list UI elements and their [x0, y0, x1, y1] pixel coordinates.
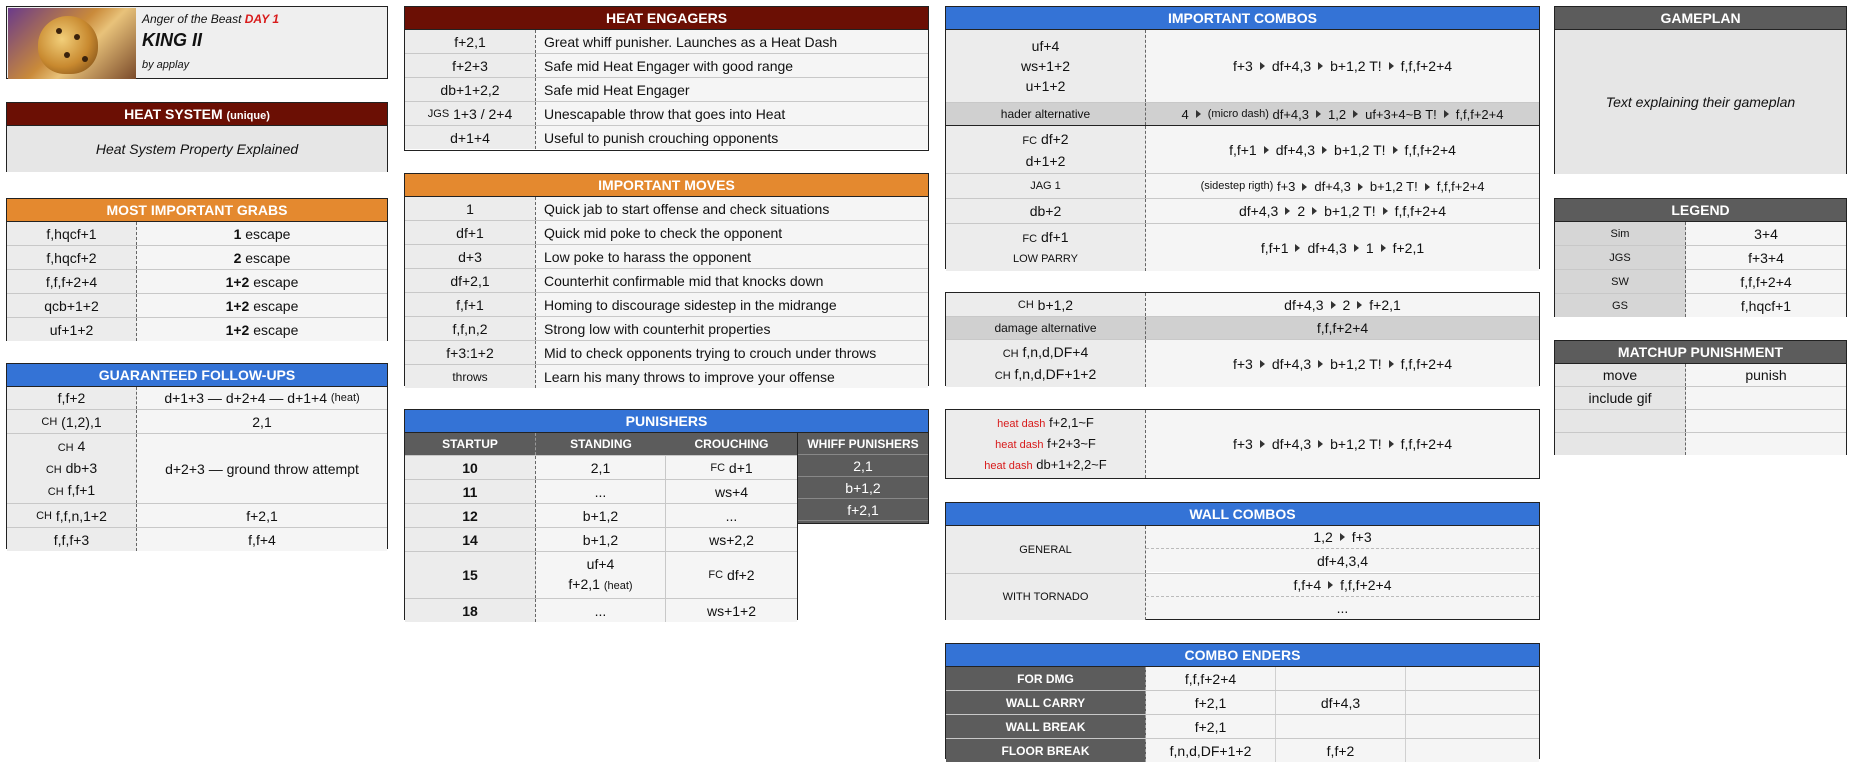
- combo-step: df+4,3: [1275, 141, 1316, 158]
- legend-row: [1555, 222, 1846, 246]
- combo-step: f+2,1: [1369, 296, 1401, 313]
- engager-desc: Useful to punish crouching opponents: [536, 126, 928, 149]
- arrow-icon: [1358, 183, 1363, 191]
- engager-input: JGS 1+3 / 2+4: [405, 102, 536, 125]
- combo-string: [1146, 293, 1539, 316]
- move-input: throws: [405, 365, 536, 388]
- ender-label: FLOOR BREAK: [946, 739, 1146, 762]
- move-input: f,f+1: [405, 293, 536, 316]
- matchup-row: [1555, 433, 1846, 455]
- punisher-crouching: FC df+2: [666, 552, 797, 598]
- combo-string: [1146, 30, 1539, 102]
- punisher-startup: 14: [405, 528, 536, 551]
- arrow-icon: [1322, 146, 1327, 154]
- ender-value: f,f,f+2+4: [1146, 667, 1276, 690]
- grab-row: [7, 246, 387, 270]
- punisher-crouching: ...: [666, 504, 797, 527]
- legend-value: f,f,f+2+4: [1686, 270, 1846, 293]
- legend-key: GS: [1555, 294, 1686, 317]
- grab-input: f,hqcf+1: [7, 222, 137, 245]
- followup-row: CH f,f,n,1+2 f+2,1: [7, 504, 387, 528]
- combo-step: 1: [1365, 239, 1374, 256]
- combo-step: 2: [1297, 203, 1306, 219]
- punisher-startup: 12: [405, 504, 536, 527]
- move-row: [405, 221, 928, 245]
- engager-desc: Safe mid Heat Engager with good range: [536, 54, 928, 77]
- punisher-startup: 15: [405, 552, 536, 598]
- combo-step: b+1,2 T!: [1334, 141, 1386, 158]
- move-row: [405, 365, 928, 388]
- legend-value: f,hqcf+1: [1686, 294, 1846, 317]
- combo-step: df+4,3: [1271, 355, 1312, 372]
- combo-string: [1146, 340, 1539, 387]
- combo-step: f+3: [1276, 178, 1296, 194]
- punishers-header: PUNISHERS: [405, 410, 928, 432]
- combo-step: f,f,f+2+4: [1394, 203, 1446, 219]
- combo-step: f,f+1: [1260, 239, 1289, 256]
- ender-value: [1406, 667, 1539, 690]
- grab-row: [7, 270, 387, 294]
- grab-escape: 1 escape: [137, 222, 387, 245]
- grab-row: [7, 222, 387, 246]
- arrow-icon: [1393, 146, 1398, 154]
- move-input: df+2,1: [405, 269, 536, 292]
- engager-desc: Safe mid Heat Engager: [536, 78, 928, 101]
- arrow-icon: [1389, 62, 1394, 70]
- matchup-header: MATCHUP PUNISHMENT: [1555, 341, 1846, 364]
- engager-input: d+1+4: [405, 126, 536, 149]
- combo-row: CH f,n,d,DF+4 CH f,n,d,DF+1+2 f+3 df+4,3 b+1,2 T! f,f,f+2+4: [946, 340, 1539, 387]
- ender-value: f+2,1: [1146, 715, 1276, 738]
- combo-row: WITH TORNADO f,f+4 f,f,f+2+4 ...: [946, 574, 1539, 620]
- followup-row: f,f+2 d+1+3 — d+2+4 — d+1+4 (heat): [7, 387, 387, 410]
- grabs-panel: [6, 198, 388, 341]
- grab-input: f,f,f+2+4: [7, 270, 137, 293]
- grab-escape: 1+2 escape: [137, 294, 387, 317]
- followups-header: GUARANTEED FOLLOW-UPS: [7, 364, 387, 387]
- arrow-icon: [1260, 440, 1265, 448]
- heat-system-body: Heat System Property Explained: [7, 126, 387, 172]
- move-desc: Counterhit confirmable mid that knocks down: [536, 269, 928, 292]
- whiff-punisher: b+1,2: [798, 477, 928, 499]
- arrow-icon: [1260, 62, 1265, 70]
- combo-step: b+1,2 T!: [1330, 436, 1382, 452]
- legend-row: [1555, 294, 1846, 317]
- combo-row: CH b+1,2 df+4,3 2 f+2,1: [946, 293, 1539, 317]
- punisher-row: [405, 552, 797, 599]
- combo-step: f,f,f+2+4: [1436, 178, 1485, 194]
- title-card: [6, 6, 388, 79]
- combo-row: JAG 1 (sidestep rigth) f+3 df+4,3 b+1,2 T! f,f,f+2+4: [946, 174, 1539, 199]
- gameplan-panel: [1554, 6, 1847, 174]
- ender-label: WALL CARRY: [946, 691, 1146, 714]
- engager-row: [405, 30, 928, 54]
- combo-step: b+1,2 T!: [1324, 203, 1376, 219]
- followups-panel: [6, 363, 388, 549]
- move-row: [405, 197, 928, 221]
- grab-input: f,hqcf+2: [7, 246, 137, 269]
- combo-step: 2: [1342, 296, 1351, 313]
- hader-combo: 4 (micro dash) df+4,3 1,2 uf+3+4~B T! f,f,f+2+4: [1146, 103, 1539, 125]
- combo-string: [1146, 126, 1539, 173]
- punisher-crouching: ws+2,2: [666, 528, 797, 551]
- engager-input: f+2,1: [405, 30, 536, 53]
- punisher-row: [405, 456, 797, 480]
- ender-value: [1276, 667, 1406, 690]
- ender-row: [946, 715, 1539, 739]
- engager-row: [405, 54, 928, 78]
- matchup-move: [1555, 433, 1686, 455]
- combo-step: f,f,f+2+4: [1400, 436, 1453, 452]
- punisher-crouching: ws+1+2: [666, 599, 797, 622]
- grab-escape: 1+2 escape: [137, 270, 387, 293]
- matchup-move: include gif: [1555, 387, 1686, 409]
- legend-header: LEGEND: [1555, 199, 1846, 222]
- whiff-header: WHIFF PUNISHERS: [798, 433, 928, 455]
- punisher-row: [405, 528, 797, 552]
- arrow-icon: [1302, 183, 1307, 191]
- ender-value: [1276, 715, 1406, 738]
- ender-row: [946, 667, 1539, 691]
- ender-value: f+2,1: [1146, 691, 1276, 714]
- combo-string: [1146, 410, 1539, 478]
- punisher-standing: b+1,2: [536, 504, 666, 527]
- arrow-icon: [1318, 360, 1323, 368]
- move-desc: Learn his many throws to improve your offense: [536, 365, 928, 388]
- combo-row: GENERAL 1,2 f+3 df+4,3,4: [946, 526, 1539, 574]
- legend-panel: [1554, 198, 1847, 317]
- move-input: 1: [405, 197, 536, 220]
- combo-string: [1277, 179, 1484, 194]
- punisher-row: [405, 504, 797, 528]
- combo-string: [1146, 224, 1539, 271]
- arrow-icon: [1318, 62, 1323, 70]
- ender-value: f,f+2: [1276, 739, 1406, 762]
- grab-escape: 2 escape: [137, 246, 387, 269]
- engager-row: [405, 102, 928, 126]
- heat-dash-panel: [945, 409, 1540, 479]
- combo-step: f,f+4: [1293, 577, 1322, 593]
- combo-step: f,f,f+2+4: [1340, 577, 1392, 593]
- move-input: d+3: [405, 245, 536, 268]
- arrow-icon: [1389, 360, 1394, 368]
- combo-step: df+4,3: [1284, 296, 1324, 313]
- punishers-panel: [404, 409, 929, 620]
- legend-value: 3+4: [1686, 222, 1846, 245]
- combo-step: b+1,2 T!: [1369, 178, 1418, 194]
- whiff-punisher: f+2,1: [798, 499, 928, 521]
- followup-row: f,f,f+3 f,f+4: [7, 528, 387, 551]
- arrow-icon: [1340, 533, 1345, 541]
- punisher-startup: 11: [405, 480, 536, 503]
- important-combos-panel: [945, 6, 1540, 269]
- combo-row: uf+4 ws+1+2 u+1+2 f+3 df+4,3 b+1,2 T! f,f,f+2+4: [946, 30, 1539, 103]
- day-badge: DAY 1: [244, 12, 279, 26]
- engager-row: [405, 78, 928, 102]
- combo-step: b+1,2 T!: [1330, 355, 1382, 372]
- arrow-icon: [1264, 146, 1269, 154]
- wall-combos-header: WALL COMBOS: [946, 503, 1539, 526]
- combo-row: db+2 df+4,3 2 b+1,2 T! f,f,f+2+4: [946, 199, 1539, 224]
- arrow-icon: [1295, 244, 1300, 252]
- combo-step: df+4,3: [1271, 58, 1312, 74]
- combo-step: f+3: [1232, 355, 1253, 372]
- wall-combos-panel: [945, 502, 1540, 620]
- combo-step: f,f,f+2+4: [1400, 355, 1453, 372]
- important-combos-header: IMPORTANT COMBOS: [946, 7, 1539, 30]
- followup-row: CH 4 CH db+3 CH f,f+1 d+2+3 — ground throw attempt: [7, 434, 387, 504]
- combo-step: f+3: [1232, 436, 1253, 452]
- legend-key: Sim: [1555, 222, 1686, 245]
- legend-row: [1555, 246, 1846, 270]
- move-input: f+3:1+2: [405, 341, 536, 364]
- arrow-icon: [1312, 207, 1317, 215]
- combo-step: df+4,3: [1238, 203, 1279, 219]
- heat-system-panel: [6, 102, 388, 172]
- ender-label: WALL BREAK: [946, 715, 1146, 738]
- combo-step: df+4,3: [1314, 178, 1351, 194]
- grab-input: uf+1+2: [7, 318, 137, 341]
- move-desc: Mid to check opponents trying to crouch under throws: [536, 341, 928, 364]
- ender-row: [946, 739, 1539, 762]
- combo-step: df+4,3: [1271, 436, 1312, 452]
- punisher-row: [405, 480, 797, 504]
- ender-value: df+4,3: [1276, 691, 1406, 714]
- arrow-icon: [1318, 440, 1323, 448]
- move-desc: Quick jab to start offense and check situations: [536, 197, 928, 220]
- gameplan-body: Text explaining their gameplan: [1555, 30, 1846, 174]
- heat-engagers-panel: [404, 6, 929, 151]
- move-desc: Low poke to harass the opponent: [536, 245, 928, 268]
- combo-row: FC df+2 d+1+2 f,f+1 df+4,3 b+1,2 T! f,f,f+2+4: [946, 126, 1539, 174]
- ender-label: FOR DMG: [946, 667, 1146, 690]
- grab-row: [7, 294, 387, 318]
- arrow-icon: [1381, 244, 1386, 252]
- legend-value: f+3+4: [1686, 246, 1846, 269]
- combo-row: damage alternative f,f,f+2+4: [946, 317, 1539, 340]
- punishers-col-header: STARTUP STANDING CROUCHING: [405, 433, 797, 456]
- arrow-icon: [1383, 207, 1388, 215]
- author: by applay: [142, 59, 190, 71]
- gameplan-header: GAMEPLAN: [1555, 7, 1846, 30]
- combo-step: f,f,f+2+4: [1404, 141, 1456, 158]
- punisher-standing: uf+4 f+2,1 (heat): [536, 552, 666, 598]
- title-subtitle: Anger of the Beast DAY 1: [142, 12, 279, 26]
- combo-row: hader alternative 4 (micro dash) df+4,3 1,2 uf+3+4~B T! f,f,f+2+4: [946, 103, 1539, 126]
- punisher-crouching: ws+4: [666, 480, 797, 503]
- legend-row: [1555, 270, 1846, 294]
- grab-input: qcb+1+2: [7, 294, 137, 317]
- punisher-crouching: FC d+1: [666, 456, 797, 479]
- engager-row: [405, 126, 928, 149]
- move-input: df+1: [405, 221, 536, 244]
- arrow-icon: [1285, 207, 1290, 215]
- whiff-punisher: 2,1: [798, 455, 928, 477]
- ch-combos-panel: [945, 292, 1540, 386]
- combo-enders-header: COMBO ENDERS: [946, 644, 1539, 667]
- punisher-standing: ...: [536, 480, 666, 503]
- arrow-icon: [1331, 301, 1336, 309]
- character-name: KING II: [142, 30, 203, 50]
- heat-engagers-header: HEAT ENGAGERS: [405, 7, 928, 30]
- engager-input: db+1+2,2: [405, 78, 536, 101]
- combo-step: f+2,1: [1392, 239, 1425, 256]
- important-moves-header: IMPORTANT MOVES: [405, 174, 928, 197]
- combo-enders-panel: [945, 643, 1540, 759]
- move-row: [405, 341, 928, 365]
- move-row: [405, 293, 928, 317]
- combo-step: df+4,3: [1307, 239, 1347, 256]
- grab-escape: 1+2 escape: [137, 318, 387, 341]
- heat-system-header: HEAT SYSTEM (unique): [7, 103, 387, 126]
- character-portrait: [8, 8, 136, 79]
- move-desc: Quick mid poke to check the opponent: [536, 221, 928, 244]
- matchup-punish: [1686, 410, 1846, 432]
- move-row: [405, 317, 928, 341]
- matchup-row: [1555, 364, 1846, 387]
- combo-string: [1146, 199, 1539, 223]
- move-desc: Strong low with counterhit properties: [536, 317, 928, 340]
- legend-key: JGS: [1555, 246, 1686, 269]
- arrow-icon: [1354, 244, 1359, 252]
- arrow-icon: [1389, 440, 1394, 448]
- arrow-icon: [1328, 581, 1333, 589]
- grab-row: [7, 318, 387, 341]
- punisher-standing: ...: [536, 599, 666, 622]
- move-desc: Homing to discourage sidestep in the midrange: [536, 293, 928, 316]
- ender-row: [946, 691, 1539, 715]
- matchup-punish: [1686, 433, 1846, 455]
- punisher-standing: 2,1: [536, 456, 666, 479]
- legend-key: SW: [1555, 270, 1686, 293]
- move-row: [405, 269, 928, 293]
- punisher-startup: 10: [405, 456, 536, 479]
- move-row: [405, 245, 928, 269]
- punisher-standing: b+1,2: [536, 528, 666, 551]
- punisher-row: [405, 599, 797, 622]
- combo-step: f+3: [1351, 529, 1372, 545]
- ender-value: [1406, 715, 1539, 738]
- arrow-icon: [1357, 301, 1362, 309]
- matchup-move: [1555, 410, 1686, 432]
- matchup-panel: [1554, 340, 1847, 455]
- combo-row: heat dash f+2,1~F heat dash f+2+3~F heat dash db+1+2,2~F f+3 df+4,3 b+1,2 T! f,f,f+2+4: [946, 410, 1539, 478]
- important-moves-panel: [404, 173, 929, 386]
- arrow-icon: [1425, 183, 1430, 191]
- matchup-move: move: [1555, 364, 1686, 386]
- ender-value: [1406, 739, 1539, 762]
- engager-desc: Great whiff punisher. Launches as a Heat Dash: [536, 30, 928, 53]
- matchup-punish: [1686, 387, 1846, 409]
- combo-step: b+1,2 T!: [1330, 58, 1382, 74]
- combo-string: [1146, 526, 1539, 549]
- matchup-row: [1555, 387, 1846, 410]
- combo-string: [1146, 574, 1539, 597]
- combo-row: FC df+1 LOW PARRY f,f+1 df+4,3 1 f+2,1: [946, 224, 1539, 271]
- ender-value: f,n,d,DF+1+2: [1146, 739, 1276, 762]
- followup-row: CH (1,2),1 2,1: [7, 410, 387, 434]
- punisher-startup: 18: [405, 599, 536, 622]
- engager-input: f+2+3: [405, 54, 536, 77]
- ender-value: [1406, 691, 1539, 714]
- move-input: f,f,n,2: [405, 317, 536, 340]
- arrow-icon: [1260, 360, 1265, 368]
- combo-step: f,f+1: [1229, 141, 1257, 158]
- combo-step: f+3: [1232, 58, 1253, 74]
- engager-desc: Unescapable throw that goes into Heat: [536, 102, 928, 125]
- grabs-header: MOST IMPORTANT GRABS: [7, 199, 387, 222]
- combo-step: f,f,f+2+4: [1400, 58, 1453, 74]
- combo-step: 1,2: [1313, 529, 1333, 545]
- matchup-punish: punish: [1686, 364, 1846, 386]
- matchup-row: [1555, 410, 1846, 433]
